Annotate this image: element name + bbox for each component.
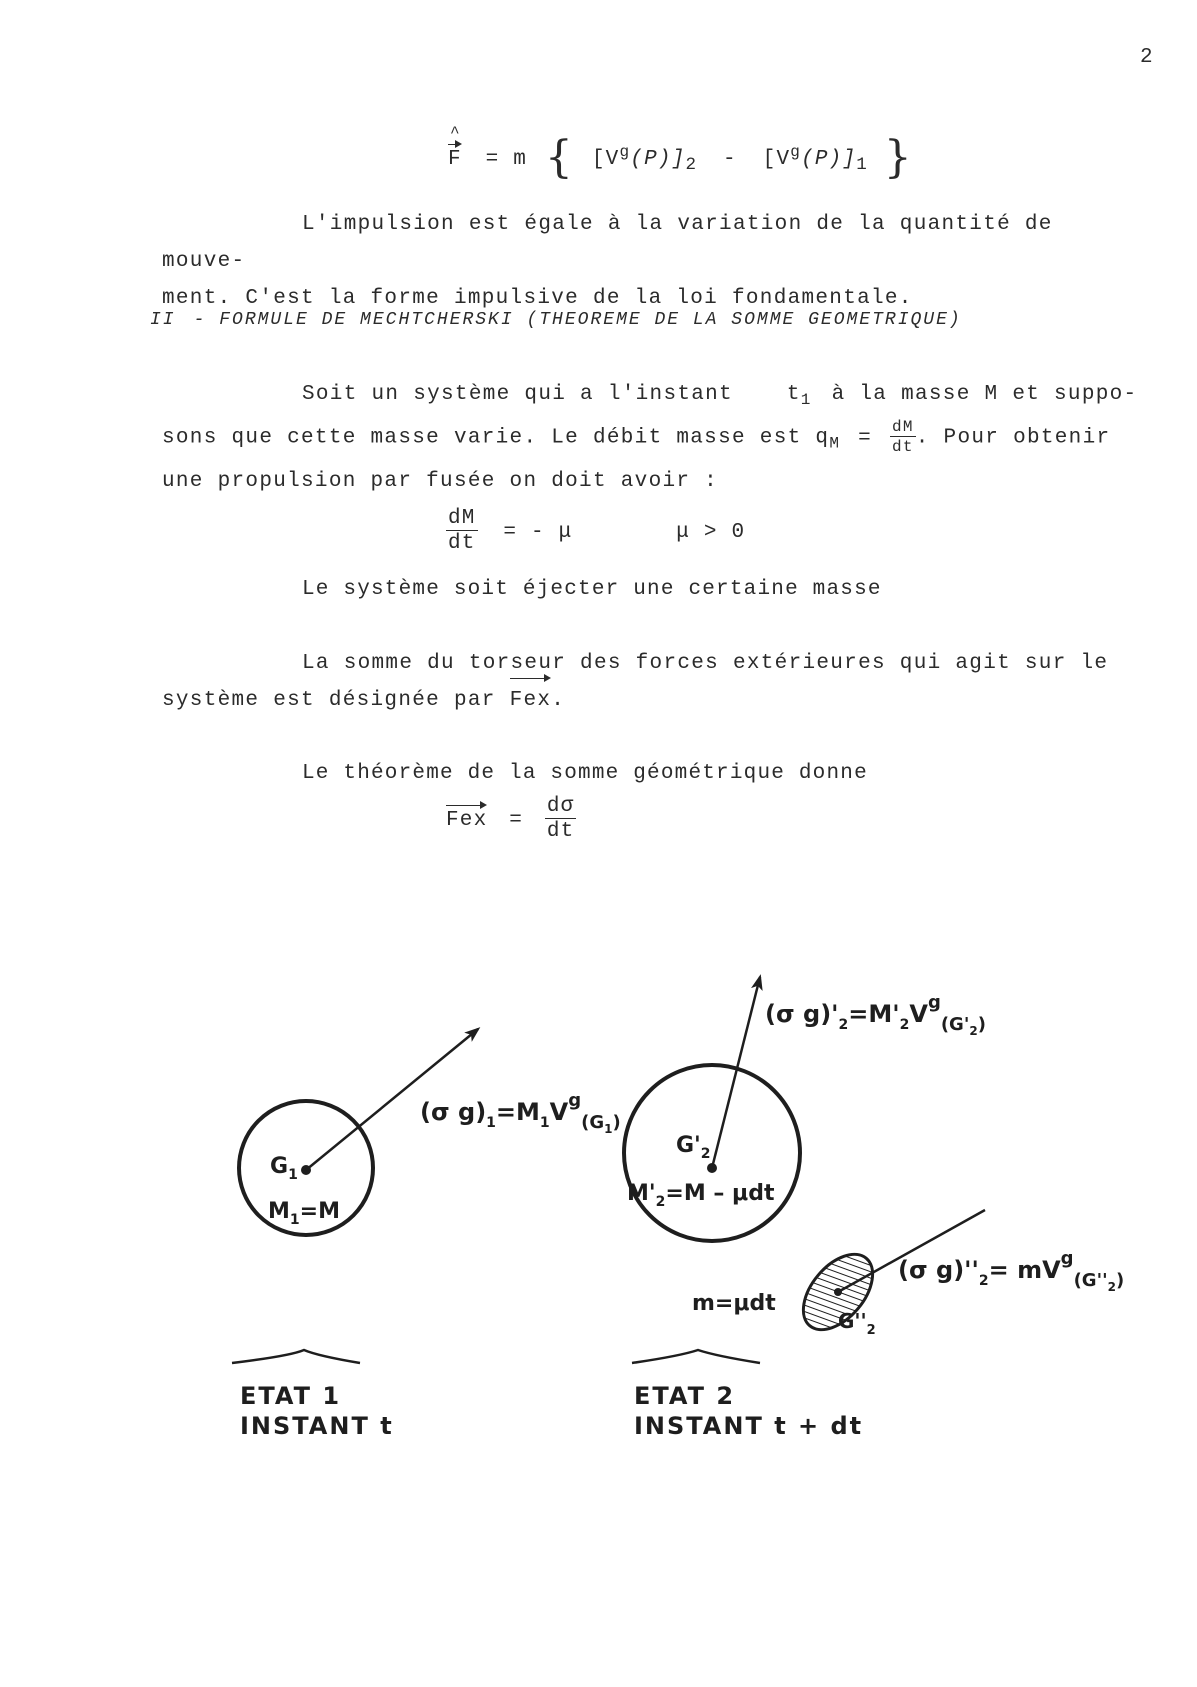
paragraph-theorem: Le théorème de la somme géométrique donne (302, 762, 868, 785)
label-etat1: ETAT 1 (240, 1382, 342, 1410)
label-momentum-state2: (σ $g)'_2=M'_2V^g_{(G'2}^)$ (765, 992, 986, 1038)
label-instant2: INSTANT t + dt (634, 1412, 864, 1440)
system-circle-state2 (624, 1065, 800, 1241)
label-momentum-ejected: (σ $g)''_2= mV^g_{(G''2}^)$ (898, 1248, 1125, 1294)
momentum-arrow-state2 (712, 977, 760, 1168)
label-g2-ejected: $G''_2$ (838, 1309, 876, 1338)
impulse-symbol: ^ F (448, 124, 462, 171)
page-number: 2 (1140, 46, 1154, 69)
label-momentum-state1: (σ $g)_1=M_1V^g_{(G1}^)$ (420, 1090, 621, 1136)
label-ejected-mass: m=μdt (692, 1291, 776, 1316)
equation-mass-rate: $\frac{dM}{dt}$ = - μ μ > 0 (448, 507, 746, 555)
label-g2: $G'_2$ (676, 1133, 711, 1162)
label-instant1: INSTANT t (240, 1412, 394, 1440)
label-g1: $G_1$ (270, 1154, 298, 1183)
label-etat2: ETAT 2 (634, 1382, 736, 1410)
brace-state1 (232, 1350, 360, 1363)
paragraph-forces: La somme du torseur des forces extérieures qui agit sur le système est désignée par Fex. (162, 645, 1142, 719)
section-heading: II - FORMULE DE MECHTCHERSKI (THEOREME DE LA SOMME GEOMETRIQUE) (150, 310, 962, 330)
paragraph-eject: Le système soit éjecter une certaine masse (302, 578, 882, 601)
brace-state2 (632, 1350, 760, 1363)
label-m2: $M'_2=M - \mu dt$ (627, 1181, 775, 1210)
paragraph-system: Soit un système qui a l'instant $t_1$ à la masse M et suppo- sons que cette masse varie. Le débit masse est $q_M$ = $\frac{dM}{dt}$ . Pour obtenir une propulsion par fusée on doit avoir : (162, 383, 1138, 493)
equation-impulse: ^ F = m { $[V^g(P)]_2 - [V^g(P)]_1$ } (448, 124, 913, 183)
fraction-dm-dt: $\frac{dM}{dt}$ (891, 418, 914, 457)
equation-fex: Fex = $\frac{d\sigma}{dt}$ (446, 795, 575, 843)
paragraph-impulse: L'impulsion est égale à la variation de la quantité de mouve- ment. C'est la forme impulsive de la loi fondamentale. (162, 213, 1053, 310)
label-m1: $M_1=M$ (268, 1199, 340, 1228)
